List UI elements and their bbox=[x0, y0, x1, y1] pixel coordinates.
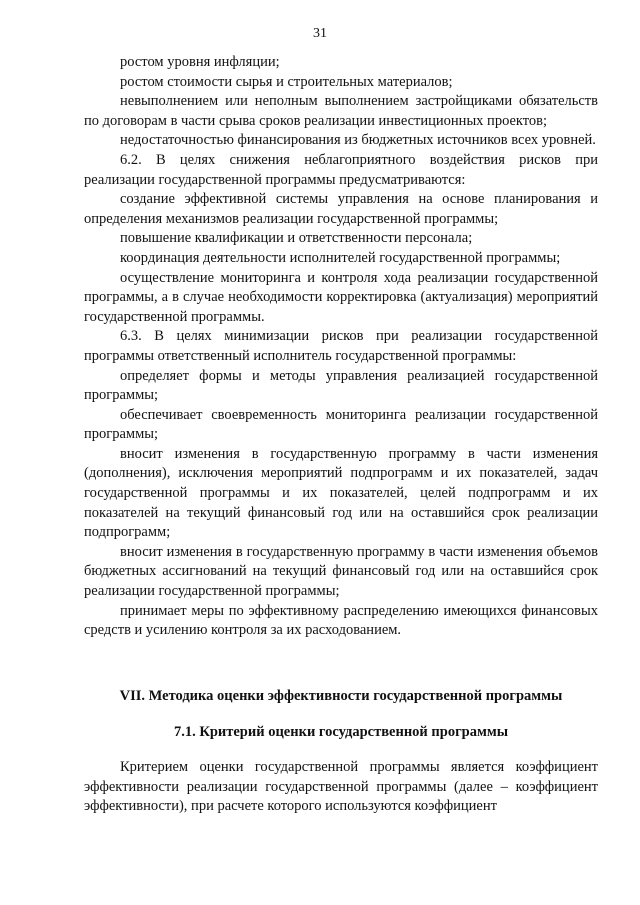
paragraph: осуществление мониторинга и контроля хода реализации государственной программы, а в случае необходимости корректировка (актуализация) мероприятий государственной программы. bbox=[84, 269, 598, 325]
paragraph: обеспечивает своевременность мониторинга реализации государственной программы; bbox=[84, 406, 598, 443]
paragraph: создание эффективной системы управления на основе планирования и определения механизмов реализации государственной программы; bbox=[84, 191, 598, 227]
section-heading: VII. Методика оценки эффективности государственной программы bbox=[119, 688, 563, 704]
body-text-continued bbox=[84, 758, 598, 817]
body-text bbox=[84, 53, 598, 641]
paragraph: определяет формы и методы управления реализацией государственной программы; bbox=[84, 367, 598, 404]
paragraph: Критерием оценки государственной программы является коэффициент эффективности реализации государственной программы (далее – коэффициент эффективности), при расчете которого используются коэффициент bbox=[84, 759, 598, 815]
paragraph: принимает меры по эффективному распределению имеющихся финансовых средств и усилению контроля за их расходованием. bbox=[84, 602, 598, 639]
paragraph: вносит изменения в государственную программу в части изменения объемов бюджетных ассигнований на текущий финансовый год или на оставшийся срок реализации государственной программы; bbox=[84, 543, 598, 600]
page-number: 31 bbox=[313, 26, 327, 41]
paragraph: недостаточностью финансирования из бюджетных источников всех уровней. bbox=[120, 132, 596, 149]
paragraph: невыполнением или неполным выполнением застройщиками обязательств по договорам в части срыва сроков реализации инвестиционных проектов; bbox=[84, 93, 598, 129]
paragraph: ростом уровня инфляции; bbox=[120, 54, 280, 70]
paragraph: повышение квалификации и ответственности персонала; bbox=[120, 230, 473, 247]
paragraph: вносит изменения в государственную программу в части изменения (дополнения), исключения мероприятий подпрограмм и их показателей, задач государственной программы и их показателей, целей подпрограмм и их показателей на текущий финансовый год или на оставшийся срок реализации подпрограмм; bbox=[84, 445, 598, 541]
paragraph: 6.3. В целях минимизации рисков при реализации государственной программы ответственный исполнитель государственной программы: bbox=[84, 328, 598, 364]
paragraph: 6.2. В целях снижения неблагоприятного воздействия рисков при реализации государственной программы предусматриваются: bbox=[84, 151, 598, 188]
subsection-heading: 7.1. Критерий оценки государственной программы bbox=[173, 724, 509, 740]
paragraph: ростом стоимости сырья и строительных материалов; bbox=[120, 73, 453, 90]
paragraph: координация деятельности исполнителей государственной программы; bbox=[120, 249, 561, 266]
